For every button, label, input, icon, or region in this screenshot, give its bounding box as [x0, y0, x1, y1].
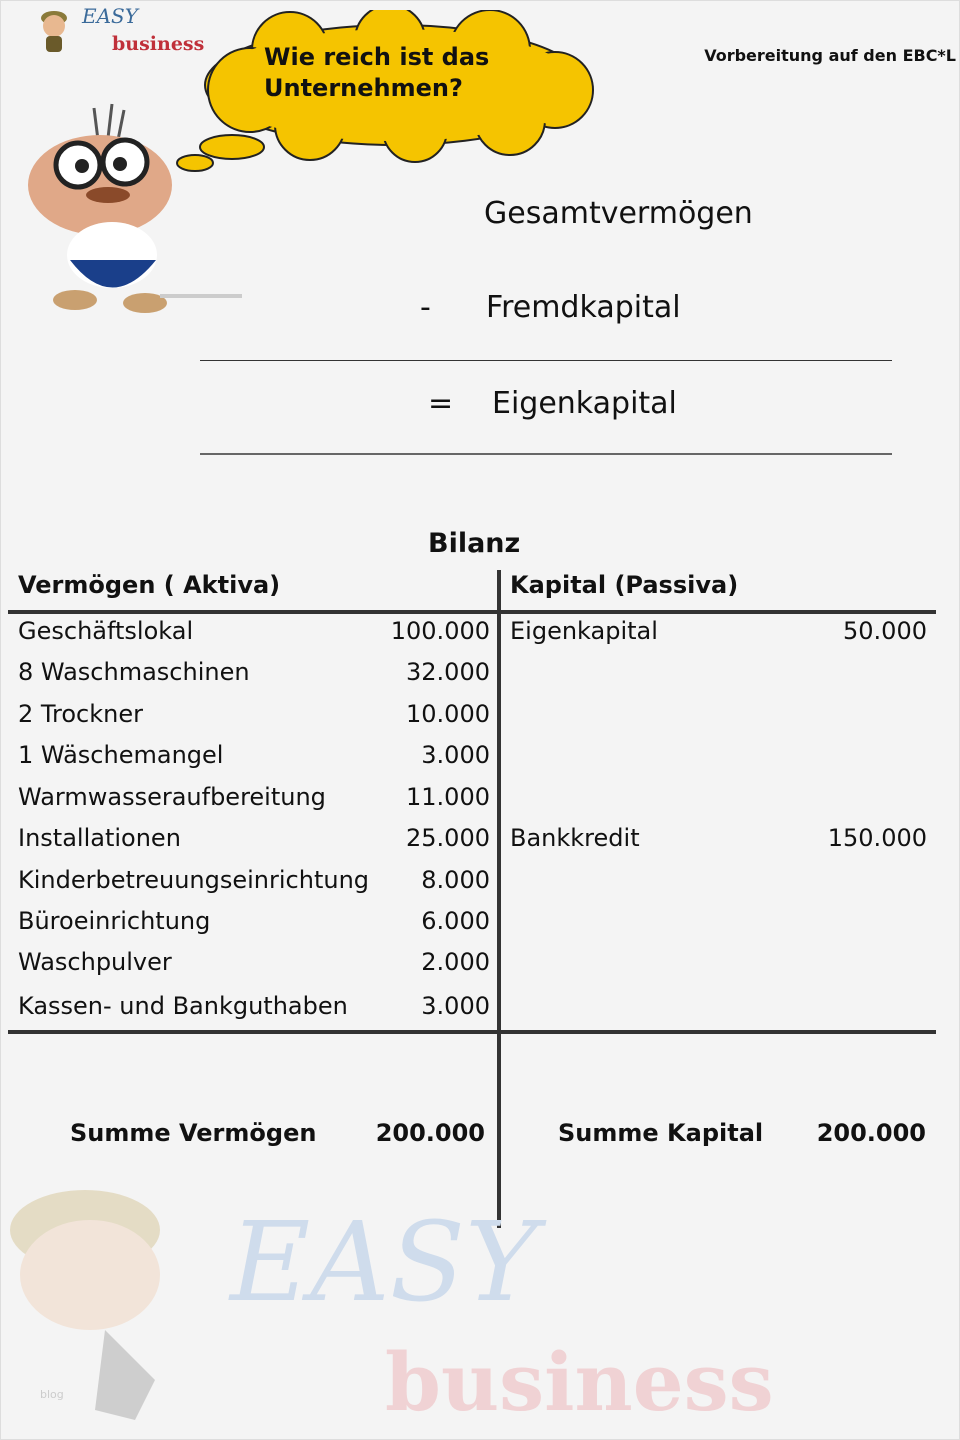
aktiva-item-value: 100.000	[390, 617, 490, 645]
bilanz-center-rule	[497, 570, 501, 1228]
bilanz-title: Bilanz	[428, 528, 521, 559]
aktiva-item-label: Warmwasseraufbereitung	[18, 783, 326, 811]
watermark-easy: EASY	[230, 1198, 538, 1326]
bilanz-top-rule	[8, 610, 936, 614]
passiva-item-value: 50.000	[843, 617, 927, 645]
formula-equals: =	[428, 386, 454, 421]
formula-underline	[200, 453, 892, 455]
bubble-line-1: Wie reich ist das	[264, 43, 490, 71]
mascot-logo-icon	[30, 4, 80, 60]
formula-minus: -	[420, 290, 431, 325]
passiva-item-label: Bankkredit	[510, 824, 640, 852]
watermark-business: business	[385, 1335, 774, 1429]
aktiva-item-value: 32.000	[406, 658, 490, 686]
formula-divider	[200, 360, 892, 361]
aktiva-item-label: Kassen- und Bankguthaben	[18, 992, 348, 1020]
formula-term-gesamtvermoegen: Gesamtvermögen	[484, 196, 753, 231]
aktiva-item-value: 3.000	[421, 992, 490, 1020]
passiva-item-label: Eigenkapital	[510, 617, 658, 645]
bubble-line-2: Unternehmen?	[264, 74, 463, 102]
logo-easy: EASY	[82, 4, 138, 28]
thought-bubble-text	[264, 42, 489, 104]
watermark-mascot-icon	[5, 1180, 205, 1430]
formula-result-eigenkapital: Eigenkapital	[492, 386, 677, 421]
logo-business: business	[112, 33, 205, 55]
aktiva-item-value: 10.000	[406, 700, 490, 728]
header-subtitle: Vorbereitung auf den EBC*L	[704, 46, 956, 65]
aktiva-item-label: Waschpulver	[18, 948, 172, 976]
passiva-header: Kapital (Passiva)	[510, 571, 739, 599]
aktiva-header: Vermögen ( Aktiva)	[18, 571, 281, 599]
sum-passiva-value: 200.000	[816, 1119, 926, 1147]
sum-aktiva-label: Summe Vermögen	[70, 1119, 317, 1147]
aktiva-item-label: 2 Trockner	[18, 700, 143, 728]
sum-passiva-label: Summe Kapital	[558, 1119, 764, 1147]
sum-aktiva-value: 200.000	[375, 1119, 485, 1147]
aktiva-item-label: Geschäftslokal	[18, 617, 194, 645]
bilanz-bottom-rule	[8, 1030, 936, 1034]
aktiva-item-label: 8 Waschmaschinen	[18, 658, 250, 686]
aktiva-item-value: 2.000	[421, 948, 490, 976]
aktiva-item-value: 11.000	[406, 783, 490, 811]
aktiva-item-value: 8.000	[421, 866, 490, 894]
aktiva-item-label: Installationen	[18, 824, 181, 852]
thinking-mascot-icon	[20, 100, 250, 325]
aktiva-item-value: 6.000	[421, 907, 490, 935]
aktiva-item-label: Kinderbetreuungseinrichtung	[18, 866, 370, 894]
aktiva-item-value: 25.000	[406, 824, 490, 852]
watermark-blog: blog	[40, 1388, 64, 1401]
aktiva-item-label: Büroeinrichtung	[18, 907, 211, 935]
aktiva-item-value: 3.000	[421, 741, 490, 769]
formula-term-fremdkapital: Fremdkapital	[486, 290, 681, 325]
aktiva-item-label: 1 Wäschemangel	[18, 741, 224, 769]
passiva-item-value: 150.000	[827, 824, 927, 852]
